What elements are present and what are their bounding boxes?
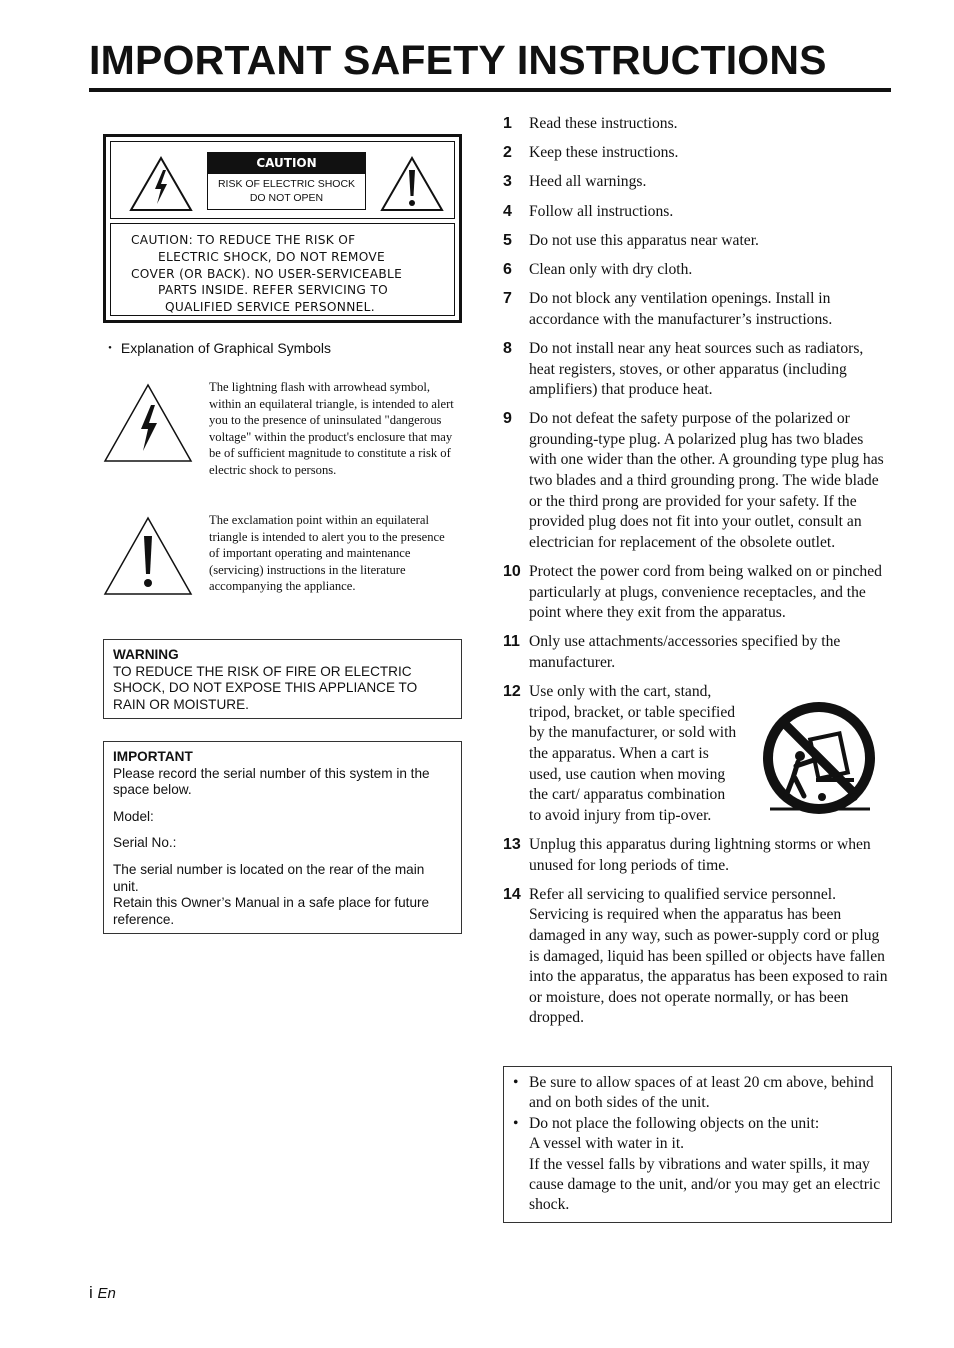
caution-text-line: COVER (OR BACK). NO USER-SERVICEABLE bbox=[131, 266, 403, 281]
caution-text-line: CAUTION: TO REDUCE THE RISK OF bbox=[131, 233, 356, 247]
caution-text-line: QUALIFIED SERVICE PERSONNEL. bbox=[165, 300, 375, 315]
note-item bbox=[513, 1073, 883, 1114]
caution-label bbox=[207, 152, 366, 210]
item-number: 14 bbox=[503, 885, 521, 903]
item-number: 10 bbox=[503, 563, 521, 581]
item-text: Protect the power cord from being walked on or pinched particularly at plugs, convenience receptacles, and the point where they exit from the apparatus. bbox=[529, 563, 882, 622]
item-text: Only use attachments/accessories specified by the manufacturer. bbox=[529, 633, 841, 671]
item-text: Clean only with dry cloth. bbox=[529, 260, 693, 278]
list-item bbox=[503, 339, 893, 401]
list-item bbox=[503, 202, 893, 223]
list-item bbox=[503, 231, 893, 252]
item-number: 7 bbox=[503, 290, 512, 308]
exclamation-warning-icon bbox=[380, 156, 444, 212]
note-text: If the vessel falls by vibrations and water spills, it may cause damage to the unit, and/or you may get an electric shock. bbox=[529, 1155, 881, 1214]
caution-label-text bbox=[208, 174, 365, 205]
item-number: 4 bbox=[503, 202, 512, 220]
bullet: • bbox=[513, 1074, 519, 1091]
caution-text-line: PARTS INSIDE. REFER SERVICING TO bbox=[158, 283, 388, 298]
page-title: IMPORTANT SAFETY INSTRUCTIONS bbox=[89, 37, 827, 83]
item-text: Do not defeat the safety purpose of the polarized or grounding-type plug. A polarized plug has two blades with one wider than the other. A grounding type plug has two blades and a third grounding prong. The wide blade or the third prong are provided for your safety. If the provided plug does not fit into your outlet, consult an electrician for replacement of the obsolete outlet. bbox=[529, 410, 884, 551]
notes-box bbox=[503, 1066, 892, 1223]
instructions-list bbox=[503, 114, 893, 1037]
cart-tipover-warning-icon bbox=[758, 700, 880, 814]
item-text: Keep these instructions. bbox=[529, 144, 679, 162]
lightning-warning-icon bbox=[129, 156, 193, 212]
list-item bbox=[503, 835, 893, 876]
important-box bbox=[103, 741, 462, 934]
warning-box bbox=[103, 639, 462, 719]
explanation-heading: ・ Explanation of Graphical Symbols bbox=[103, 340, 331, 356]
list-item bbox=[503, 260, 893, 281]
caution-bottom-panel bbox=[110, 223, 455, 316]
caution-label-line: RISK OF ELECTRIC SHOCK bbox=[217, 178, 356, 190]
exclamation-symbol-description: The exclamation point within an equilateral triangle is intended to alert you to the presence of important operating and maintenance (servicing) instructions in the literature accompanying the appliance. bbox=[209, 513, 445, 594]
serial-field-label: Serial No.: bbox=[113, 835, 177, 851]
item-number: 3 bbox=[503, 173, 512, 191]
caution-box bbox=[103, 134, 462, 323]
note-item bbox=[513, 1114, 883, 1216]
warning-heading: WARNING bbox=[113, 647, 179, 662]
note-text: Do not place the following objects on the unit: bbox=[529, 1114, 820, 1132]
list-item bbox=[503, 632, 893, 673]
item-number: 13 bbox=[503, 835, 521, 853]
list-item bbox=[503, 289, 893, 330]
item-text: Follow all instructions. bbox=[529, 202, 674, 220]
retain-manual-text: Retain this Owner’s Manual in a safe place for future reference. bbox=[113, 895, 430, 927]
warning-text: TO REDUCE THE RISK OF FIRE OR ELECTRIC SHOCK, DO NOT EXPOSE THIS APPLIANCE TO RAIN OR MOISTURE. bbox=[113, 663, 418, 712]
list-item bbox=[503, 682, 739, 826]
caution-text-line: ELECTRIC SHOCK, DO NOT REMOVE bbox=[158, 249, 386, 264]
item-number: 9 bbox=[503, 410, 512, 428]
list-item bbox=[503, 172, 893, 193]
list-item bbox=[503, 143, 893, 164]
item-number: 6 bbox=[503, 260, 512, 278]
list-item bbox=[503, 562, 893, 624]
language-label: En bbox=[97, 1285, 116, 1302]
lightning-symbol-description: The lightning flash with arrowhead symbol, within an equilateral triangle, is intended to alert you to the presence of uninsulated "dangerous voltage" within the product's enclosure that may be of sufficient magnitude to constitute a risk of electric shock to persons. bbox=[209, 380, 454, 477]
caution-top-panel bbox=[110, 141, 455, 219]
item-text: Do not install near any heat sources such as radiators, heat registers, stoves, or other apparatus (including amplifiers) that produce heat. bbox=[529, 339, 864, 399]
item-text: Heed all warnings. bbox=[529, 173, 647, 191]
item-text: Do not block any ventilation openings. Install in accordance with the manufacturer’s instructions. bbox=[529, 290, 833, 328]
item-text: Use only with the cart, stand, tripod, bracket, or table specified by the manufacturer, or sold with the apparatus. When a cart is used, use caution when moving the cart/ apparatus combination to avoid injury from tip-over. bbox=[529, 683, 737, 824]
item-number: 8 bbox=[503, 339, 512, 357]
serial-location-text: The serial number is located on the rear of the main unit. bbox=[113, 861, 425, 894]
note-text: Be sure to allow spaces of at least 20 cm above, behind and on both sides of the unit. bbox=[529, 1074, 874, 1112]
important-heading: IMPORTANT bbox=[113, 749, 193, 764]
item-text: Read these instructions. bbox=[529, 115, 678, 132]
exclamation-symbol-icon bbox=[103, 516, 193, 596]
title-rule bbox=[89, 88, 891, 92]
item-number: 12 bbox=[503, 683, 521, 701]
caution-text bbox=[131, 232, 441, 316]
item-number: 2 bbox=[503, 144, 512, 162]
note-text: A vessel with water in it. bbox=[529, 1135, 685, 1153]
list-item bbox=[503, 885, 893, 1029]
bullet: • bbox=[513, 1114, 519, 1132]
list-item bbox=[503, 409, 893, 553]
caution-label-line: DO NOT OPEN bbox=[249, 192, 324, 204]
item-text: Refer all servicing to qualified service personnel. Servicing is required when the apparatus has been damaged in any way, such as power-supply cord or plug is damaged, liquid has been spilled or objects have fallen into the apparatus, the apparatus has been exposed to rain or moisture, does not operate normally, or has been dropped. bbox=[529, 885, 888, 1027]
item-text: Unplug this apparatus during lightning storms or when unused for long periods of time. bbox=[529, 835, 871, 874]
model-field-label: Model: bbox=[113, 808, 154, 824]
item-number: 5 bbox=[503, 231, 512, 249]
item-number: 11 bbox=[503, 633, 520, 651]
important-text: Please record the serial number of this system in the space below. bbox=[113, 765, 430, 798]
page-footer bbox=[89, 1283, 116, 1303]
list-item bbox=[503, 114, 893, 135]
caution-heading: CAUTION bbox=[208, 153, 365, 174]
page-number: i bbox=[89, 1283, 93, 1302]
lightning-symbol-icon bbox=[103, 383, 193, 463]
item-text: Do not use this apparatus near water. bbox=[529, 231, 759, 249]
item-number: 1 bbox=[503, 115, 512, 132]
